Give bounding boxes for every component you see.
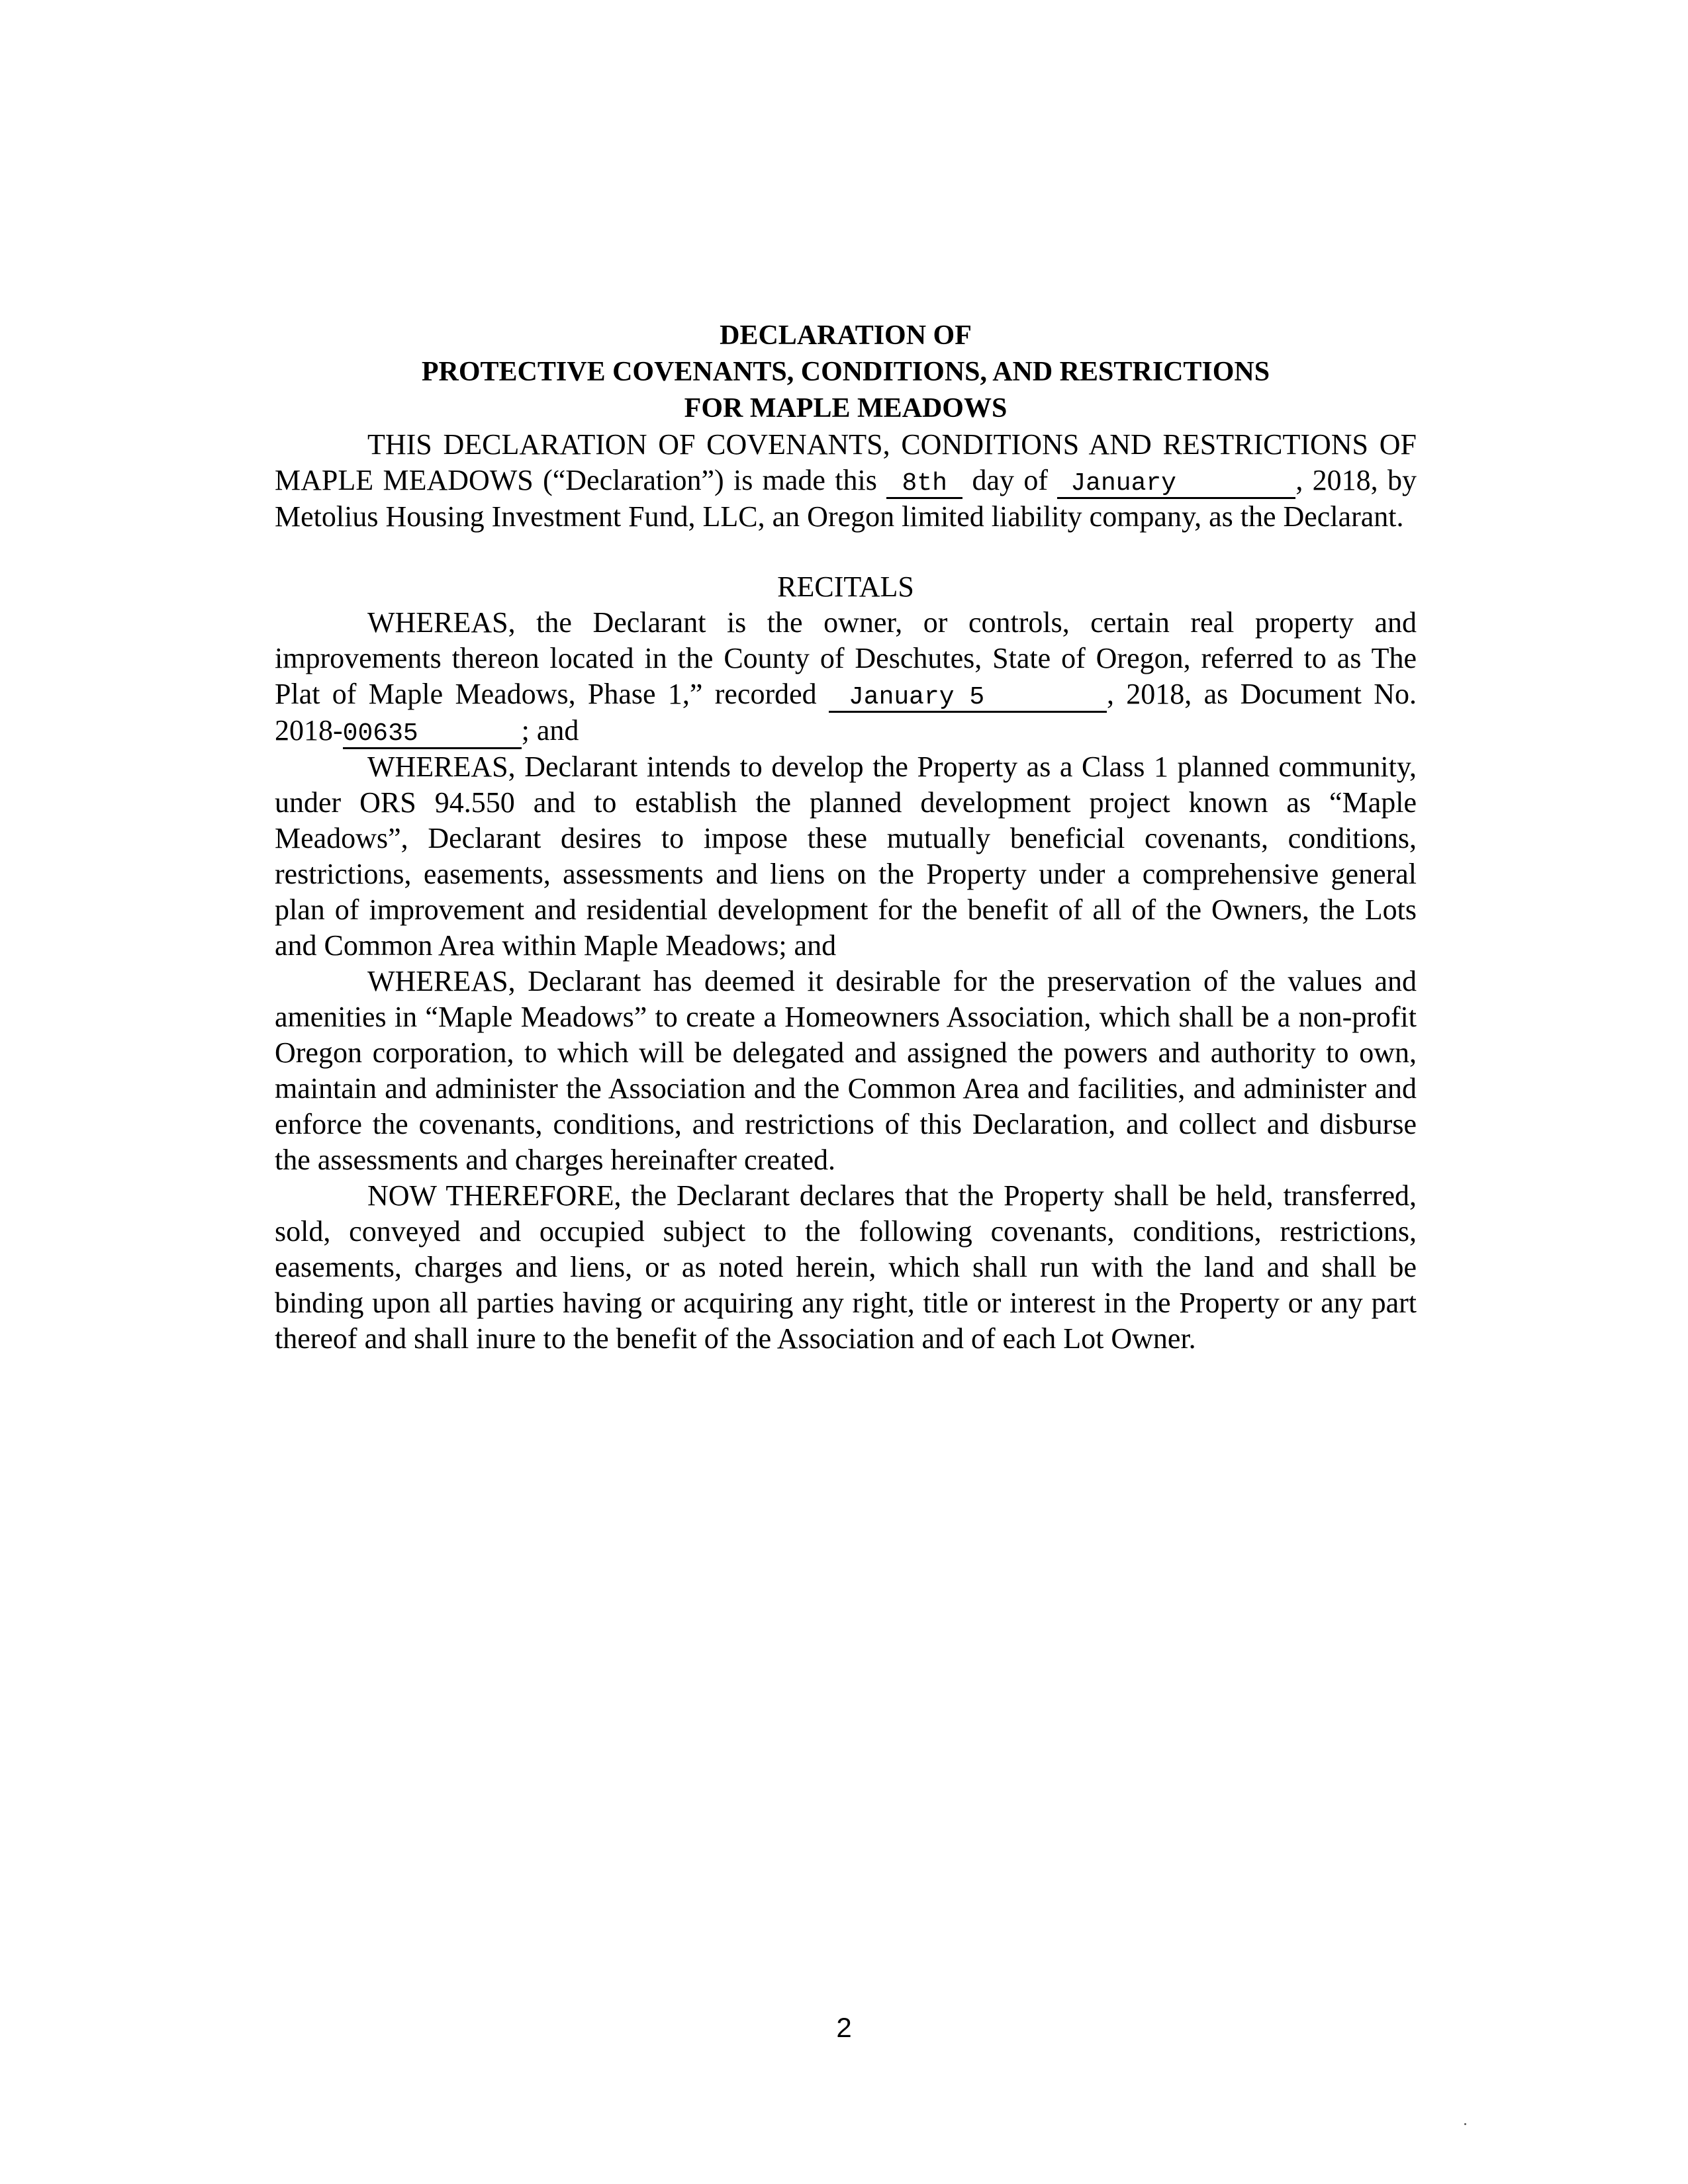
document-page	[275, 318, 1417, 1357]
whereas-paragraph-1	[275, 605, 1417, 749]
title-line-3: FOR MAPLE MEADOWS	[684, 393, 1008, 424]
document-number-value: 00635	[342, 719, 418, 748]
month-fill-value: January	[1070, 469, 1176, 498]
whereas1-text-2: , 2018, as Document No. 2018-	[275, 678, 1417, 747]
whereas1-text-1: WHEREAS, the Declarant is the owner, or controls, certain real property and improvements thereon located in the County of Deschutes, State of Oregon, referred to as The Plat of Maple Meadows, Phase 1,” recorded	[275, 606, 1417, 710]
document-number-fill-field	[343, 721, 522, 749]
day-fill-field: 8th	[886, 471, 962, 499]
document-title	[275, 318, 1417, 427]
whereas-paragraph-3: WHEREAS, Declarant has deemed it desirable for the preservation of the values and amenities in “Maple Meadows” to create a Homeowners Association, which shall be a non-profit Oregon corporation, to which will be delegated and assigned the powers and authority to own, maintain and administer the Association and the Common Area and facilities, and administer and enforce the covenants, conditions, and restrictions of this Declaration, and collect and disburse the assessments and charges hereinafter created.	[275, 965, 1417, 1176]
recorded-date-value: January 5	[848, 683, 985, 711]
title-line-1: DECLARATION OF	[720, 320, 972, 351]
intro-text-2: day of	[962, 464, 1058, 496]
now-therefore-paragraph: NOW THEREFORE, the Declarant declares that the Property shall be held, transferred, sold, conveyed and occupied subject to the following covenants, conditions, restrictions, easements, charges and liens, or as noted herein, which shall run with the land and shall be binding upon all parties having or acquiring any right, title or interest in the Property or any part thereof and shall inure to the benefit of the Association and of each Lot Owner.	[275, 1179, 1417, 1355]
intro-text-3: , 2018, by Metolius Housing Investment Fund, LLC, an Oregon limited liability company, as the Declarant.	[275, 464, 1417, 533]
page-number: 2	[836, 2012, 852, 2043]
recorded-date-fill-field	[829, 684, 1107, 713]
recitals-heading: RECITALS	[777, 570, 914, 603]
whereas1-text-3: ; and	[521, 714, 579, 747]
scan-speck	[1464, 2123, 1466, 2125]
intro-paragraph	[275, 427, 1417, 535]
whereas-paragraph-2: WHEREAS, Declarant intends to develop the Property as a Class 1 planned community, under ORS 94.550 and to establish the planned development project known as “Maple Meadows”, Declarant desires to impose these mutually beneficial covenants, conditions, restrictions, easements, assessments and liens on the Property under a comprehensive general plan of improvement and residential development for the benefit of all of the Owners, the Lots and Common Area within Maple Meadows; and	[275, 751, 1417, 962]
title-line-2: PROTECTIVE COVENANTS, CONDITIONS, AND RESTRICTIONS	[421, 357, 1270, 387]
month-fill-field	[1057, 471, 1295, 499]
intro-text-1: THIS DECLARATION OF COVENANTS, CONDITIONS AND RESTRICTIONS OF MAPLE MEADOWS (“Declaration”) is made this	[275, 428, 1417, 496]
